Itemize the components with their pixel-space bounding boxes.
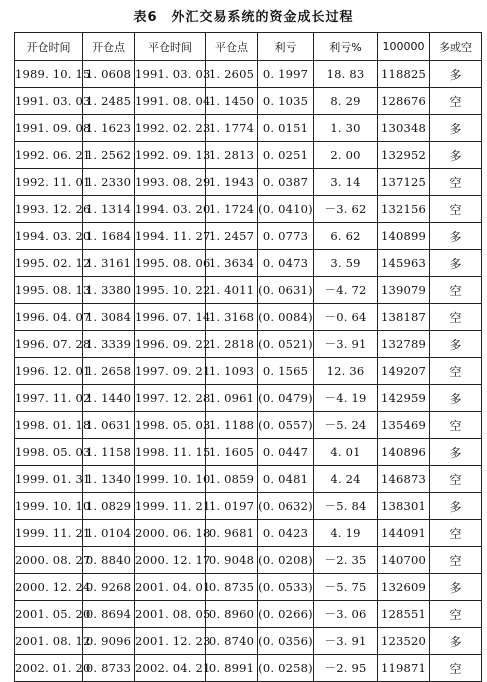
cell-profit-loss: 0. 0387 xyxy=(258,169,314,196)
cell-capital: 146873 xyxy=(378,466,430,493)
cell-open-time: 1996. 12. 01 xyxy=(15,358,83,385)
cell-open-price: 1. 3161 xyxy=(83,250,135,277)
cell-profit-loss-pct: －3. 91 xyxy=(314,331,378,358)
cell-profit-loss-pct: 12. 36 xyxy=(314,358,378,385)
cell-profit-loss-pct: 3. 14 xyxy=(314,169,378,196)
cell-open-price: 1. 2562 xyxy=(83,142,135,169)
cell-profit-loss: (0. 0479) xyxy=(258,385,314,412)
cell-open-price: 1. 3084 xyxy=(83,304,135,331)
cell-close-price: 1. 2457 xyxy=(206,223,258,250)
cell-open-price: 1. 1158 xyxy=(83,439,135,466)
cell-close-time: 1992. 02. 23 xyxy=(135,115,206,142)
cell-open-price: 0. 8733 xyxy=(83,655,135,682)
cell-profit-loss: (0. 0533) xyxy=(258,574,314,601)
header-capital: 100000 xyxy=(378,33,430,61)
cell-open-time: 1996. 04. 07 xyxy=(15,304,83,331)
cell-direction: 空 xyxy=(430,88,482,115)
cell-open-time: 1991. 03. 03 xyxy=(15,88,83,115)
cell-profit-loss: 0. 0423 xyxy=(258,520,314,547)
cell-profit-loss: (0. 0084) xyxy=(258,304,314,331)
cell-open-time: 1999. 11. 21 xyxy=(15,520,83,547)
cell-close-time: 2000. 12. 17 xyxy=(135,547,206,574)
cell-close-time: 1999. 11. 21 xyxy=(135,493,206,520)
cell-profit-loss-pct: －4. 72 xyxy=(314,277,378,304)
cell-open-price: 1. 1623 xyxy=(83,115,135,142)
cell-capital: 140700 xyxy=(378,547,430,574)
cell-close-price: 0. 9048 xyxy=(206,547,258,574)
table-row xyxy=(15,547,482,574)
header-direction: 多或空 xyxy=(430,33,482,61)
cell-profit-loss-pct: 18. 83 xyxy=(314,61,378,88)
cell-profit-loss-pct: －2. 35 xyxy=(314,547,378,574)
cell-direction: 空 xyxy=(430,196,482,223)
cell-profit-loss-pct: 4. 01 xyxy=(314,439,378,466)
cell-profit-loss-pct: －5. 84 xyxy=(314,493,378,520)
cell-open-price: 1. 0829 xyxy=(83,493,135,520)
cell-close-time: 1991. 03. 03 xyxy=(135,61,206,88)
cell-close-price: 0. 8740 xyxy=(206,628,258,655)
cell-open-price: 1. 0104 xyxy=(83,520,135,547)
trade-table-container xyxy=(14,32,481,676)
cell-open-price: 1. 3380 xyxy=(83,277,135,304)
cell-close-time: 1998. 11. 15 xyxy=(135,439,206,466)
cell-direction: 多 xyxy=(430,61,482,88)
cell-open-time: 1995. 02. 12 xyxy=(15,250,83,277)
cell-open-time: 1992. 06. 21 xyxy=(15,142,83,169)
table-row xyxy=(15,655,482,682)
header-open-price: 开仓点 xyxy=(83,33,135,61)
cell-open-price: 1. 2485 xyxy=(83,88,135,115)
table-row xyxy=(15,196,482,223)
cell-capital: 137125 xyxy=(378,169,430,196)
cell-direction: 多 xyxy=(430,223,482,250)
cell-open-price: 1. 1440 xyxy=(83,385,135,412)
cell-capital: 132156 xyxy=(378,196,430,223)
cell-direction: 多 xyxy=(430,250,482,277)
cell-direction: 多 xyxy=(430,331,482,358)
cell-close-price: 1. 1943 xyxy=(206,169,258,196)
cell-close-time: 2000. 06. 18 xyxy=(135,520,206,547)
cell-profit-loss: 0. 0473 xyxy=(258,250,314,277)
cell-profit-loss: (0. 0410) xyxy=(258,196,314,223)
cell-close-time: 1997. 12. 28 xyxy=(135,385,206,412)
cell-open-time: 1998. 05. 03 xyxy=(15,439,83,466)
cell-open-time: 1991. 09. 08 xyxy=(15,115,83,142)
table-row xyxy=(15,574,482,601)
cell-close-price: 1. 2813 xyxy=(206,142,258,169)
cell-close-time: 1999. 10. 10 xyxy=(135,466,206,493)
cell-capital: 149207 xyxy=(378,358,430,385)
cell-close-time: 1994. 11. 27 xyxy=(135,223,206,250)
cell-open-time: 1989. 10. 15 xyxy=(15,61,83,88)
cell-direction: 空 xyxy=(430,547,482,574)
cell-capital: 132609 xyxy=(378,574,430,601)
cell-close-time: 1994. 03. 20 xyxy=(135,196,206,223)
cell-profit-loss-pct: 6. 62 xyxy=(314,223,378,250)
cell-direction: 空 xyxy=(430,466,482,493)
cell-close-price: 1. 2605 xyxy=(206,61,258,88)
table-row xyxy=(15,169,482,196)
cell-profit-loss-pct: 8. 29 xyxy=(314,88,378,115)
cell-profit-loss-pct: －3. 62 xyxy=(314,196,378,223)
cell-close-time: 1996. 09. 22 xyxy=(135,331,206,358)
cell-open-time: 1999. 10. 10 xyxy=(15,493,83,520)
table-row xyxy=(15,88,482,115)
cell-profit-loss: 0. 0481 xyxy=(258,466,314,493)
cell-direction: 多 xyxy=(430,115,482,142)
cell-close-time: 1997. 09. 21 xyxy=(135,358,206,385)
cell-close-price: 1. 1450 xyxy=(206,88,258,115)
cell-close-time: 1993. 08. 29 xyxy=(135,169,206,196)
cell-close-time: 1995. 10. 22 xyxy=(135,277,206,304)
cell-capital: 145963 xyxy=(378,250,430,277)
cell-open-time: 2000. 12. 24 xyxy=(15,574,83,601)
cell-close-time: 2001. 08. 05 xyxy=(135,601,206,628)
cell-capital: 140896 xyxy=(378,439,430,466)
cell-open-price: 1. 1314 xyxy=(83,196,135,223)
cell-capital: 132952 xyxy=(378,142,430,169)
cell-capital: 128676 xyxy=(378,88,430,115)
cell-profit-loss: 0. 1997 xyxy=(258,61,314,88)
cell-profit-loss: 0. 0151 xyxy=(258,115,314,142)
cell-open-price: 1. 0631 xyxy=(83,412,135,439)
cell-close-price: 1. 1774 xyxy=(206,115,258,142)
cell-capital: 118825 xyxy=(378,61,430,88)
table-row xyxy=(15,493,482,520)
cell-close-price: 1. 0859 xyxy=(206,466,258,493)
cell-direction: 多 xyxy=(430,439,482,466)
cell-close-price: 1. 1188 xyxy=(206,412,258,439)
cell-close-time: 2001. 12. 23 xyxy=(135,628,206,655)
cell-capital: 144091 xyxy=(378,520,430,547)
cell-open-time: 1998. 01. 18 xyxy=(15,412,83,439)
cell-open-time: 2001. 08. 12 xyxy=(15,628,83,655)
cell-close-price: 0. 8735 xyxy=(206,574,258,601)
table-row xyxy=(15,115,482,142)
cell-profit-loss: 0. 1565 xyxy=(258,358,314,385)
cell-close-time: 2002. 04. 21 xyxy=(135,655,206,682)
header-close-price: 平仓点 xyxy=(206,33,258,61)
cell-profit-loss: 0. 0251 xyxy=(258,142,314,169)
cell-direction: 多 xyxy=(430,628,482,655)
cell-close-price: 1. 3168 xyxy=(206,304,258,331)
cell-profit-loss: (0. 0632) xyxy=(258,493,314,520)
cell-profit-loss-pct: －4. 19 xyxy=(314,385,378,412)
cell-open-time: 1993. 12. 26 xyxy=(15,196,83,223)
cell-close-price: 0. 8960 xyxy=(206,601,258,628)
table-row xyxy=(15,331,482,358)
cell-capital: 135469 xyxy=(378,412,430,439)
cell-profit-loss-pct: －5. 24 xyxy=(314,412,378,439)
cell-close-time: 1995. 08. 06 xyxy=(135,250,206,277)
table-row xyxy=(15,250,482,277)
cell-close-price: 1. 0961 xyxy=(206,385,258,412)
cell-profit-loss-pct: 2. 00 xyxy=(314,142,378,169)
trade-table xyxy=(14,32,482,682)
cell-profit-loss-pct: －2. 95 xyxy=(314,655,378,682)
cell-profit-loss: (0. 0208) xyxy=(258,547,314,574)
table-row xyxy=(15,142,482,169)
cell-close-price: 1. 4011 xyxy=(206,277,258,304)
cell-direction: 空 xyxy=(430,412,482,439)
cell-open-time: 1996. 07. 28 xyxy=(15,331,83,358)
cell-close-time: 1996. 07. 14 xyxy=(135,304,206,331)
cell-profit-loss: (0. 0258) xyxy=(258,655,314,682)
cell-close-time: 1992. 09. 13 xyxy=(135,142,206,169)
cell-capital: 138187 xyxy=(378,304,430,331)
cell-close-time: 1998. 05. 03 xyxy=(135,412,206,439)
table-row xyxy=(15,601,482,628)
cell-close-price: 1. 1605 xyxy=(206,439,258,466)
table-body xyxy=(15,61,482,682)
cell-capital: 142959 xyxy=(378,385,430,412)
cell-capital: 123520 xyxy=(378,628,430,655)
cell-open-price: 1. 0608 xyxy=(83,61,135,88)
cell-close-price: 1. 2818 xyxy=(206,331,258,358)
cell-profit-loss-pct: 3. 59 xyxy=(314,250,378,277)
cell-close-time: 1991. 08. 04 xyxy=(135,88,206,115)
cell-open-time: 1992. 11. 01 xyxy=(15,169,83,196)
cell-profit-loss: 0. 0773 xyxy=(258,223,314,250)
table-row xyxy=(15,277,482,304)
cell-open-price: 0. 8694 xyxy=(83,601,135,628)
cell-close-price: 1. 3634 xyxy=(206,250,258,277)
cell-open-time: 1997. 11. 02 xyxy=(15,385,83,412)
cell-direction: 多 xyxy=(430,385,482,412)
cell-profit-loss: (0. 0266) xyxy=(258,601,314,628)
cell-capital: 140899 xyxy=(378,223,430,250)
table-title: 表6 外汇交易系统的资金成长过程 xyxy=(133,10,354,25)
cell-profit-loss: (0. 0356) xyxy=(258,628,314,655)
cell-profit-loss: (0. 0521) xyxy=(258,331,314,358)
table-row xyxy=(15,466,482,493)
cell-profit-loss-pct: －5. 75 xyxy=(314,574,378,601)
cell-direction: 空 xyxy=(430,601,482,628)
table-row xyxy=(15,358,482,385)
cell-direction: 多 xyxy=(430,574,482,601)
header-profit-loss: 利亏 xyxy=(258,33,314,61)
cell-close-price: 1. 1093 xyxy=(206,358,258,385)
cell-profit-loss: 0. 1035 xyxy=(258,88,314,115)
header-close-time: 平仓时间 xyxy=(135,33,206,61)
table-row xyxy=(15,385,482,412)
cell-close-price: 0. 9681 xyxy=(206,520,258,547)
cell-profit-loss-pct: －0. 64 xyxy=(314,304,378,331)
cell-profit-loss-pct: －3. 91 xyxy=(314,628,378,655)
header-profit-loss-pct: 利亏% xyxy=(314,33,378,61)
cell-direction: 空 xyxy=(430,304,482,331)
cell-open-price: 1. 2658 xyxy=(83,358,135,385)
cell-direction: 空 xyxy=(430,358,482,385)
cell-open-price: 1. 1340 xyxy=(83,466,135,493)
header-row xyxy=(15,33,482,61)
cell-direction: 空 xyxy=(430,520,482,547)
table-row xyxy=(15,223,482,250)
cell-direction: 空 xyxy=(430,169,482,196)
header-open-time: 开仓时间 xyxy=(15,33,83,61)
cell-profit-loss-pct: 1. 30 xyxy=(314,115,378,142)
cell-capital: 119871 xyxy=(378,655,430,682)
cell-direction: 空 xyxy=(430,655,482,682)
cell-close-price: 1. 0197 xyxy=(206,493,258,520)
cell-profit-loss: (0. 0631) xyxy=(258,277,314,304)
table-row xyxy=(15,439,482,466)
cell-open-price: 1. 1684 xyxy=(83,223,135,250)
cell-profit-loss-pct: 4. 24 xyxy=(314,466,378,493)
cell-open-price: 0. 8840 xyxy=(83,547,135,574)
cell-capital: 130348 xyxy=(378,115,430,142)
cell-capital: 128551 xyxy=(378,601,430,628)
cell-direction: 多 xyxy=(430,493,482,520)
cell-open-time: 1994. 03. 20 xyxy=(15,223,83,250)
cell-open-time: 2000. 08. 27 xyxy=(15,547,83,574)
table-row xyxy=(15,412,482,439)
cell-open-price: 1. 3339 xyxy=(83,331,135,358)
table-row xyxy=(15,520,482,547)
cell-profit-loss-pct: －3. 06 xyxy=(314,601,378,628)
table-row xyxy=(15,304,482,331)
cell-capital: 139079 xyxy=(378,277,430,304)
cell-profit-loss: (0. 0557) xyxy=(258,412,314,439)
cell-profit-loss-pct: 4. 19 xyxy=(314,520,378,547)
cell-open-price: 0. 9096 xyxy=(83,628,135,655)
cell-direction: 多 xyxy=(430,142,482,169)
cell-capital: 132789 xyxy=(378,331,430,358)
cell-open-time: 1999. 01. 31 xyxy=(15,466,83,493)
table-row xyxy=(15,628,482,655)
cell-open-price: 0. 9268 xyxy=(83,574,135,601)
cell-open-time: 2002. 01. 20 xyxy=(15,655,83,682)
table-row xyxy=(15,61,482,88)
cell-open-time: 1995. 08. 13 xyxy=(15,277,83,304)
cell-close-price: 1. 1724 xyxy=(206,196,258,223)
cell-profit-loss: 0. 0447 xyxy=(258,439,314,466)
cell-open-price: 1. 2330 xyxy=(83,169,135,196)
cell-close-price: 0. 8991 xyxy=(206,655,258,682)
cell-open-time: 2001. 05. 20 xyxy=(15,601,83,628)
cell-close-time: 2001. 04. 01 xyxy=(135,574,206,601)
cell-capital: 138301 xyxy=(378,493,430,520)
cell-direction: 空 xyxy=(430,277,482,304)
